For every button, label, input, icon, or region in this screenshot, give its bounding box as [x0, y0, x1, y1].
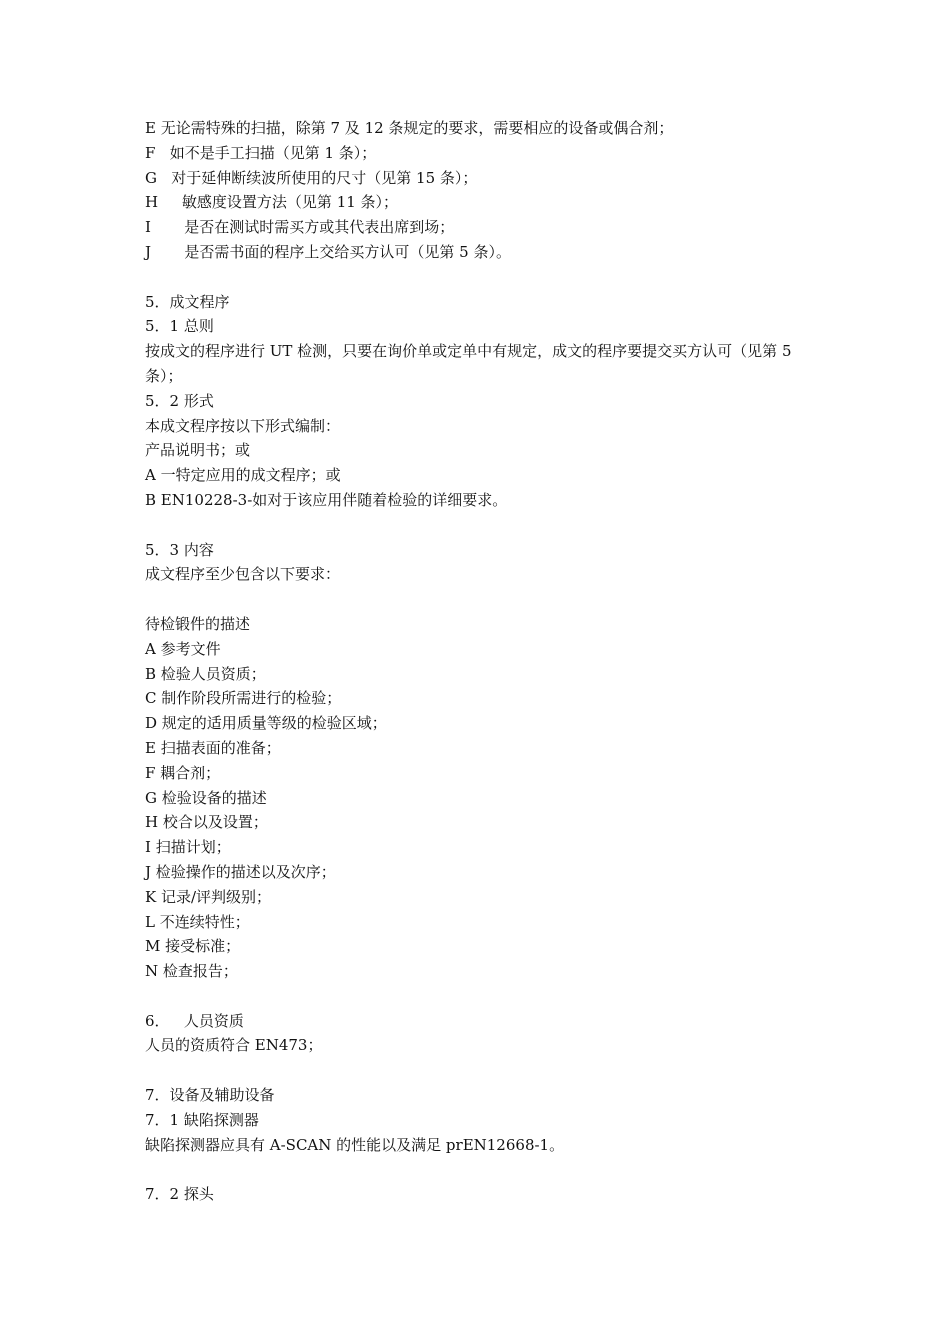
- list-item: J 是否需书面的程序上交给买方认可（见第 5 条）。: [145, 242, 511, 261]
- spacer: [145, 265, 815, 290]
- subsection-heading: 7．1 缺陷探测器: [145, 1110, 259, 1129]
- list-item: F 耦合剂；: [145, 763, 221, 782]
- list-item: M 接受标准；: [145, 937, 241, 956]
- spacer: [145, 1157, 815, 1182]
- section-heading: 6． 人员资质: [145, 1011, 244, 1030]
- list-item: N 检查报告；: [145, 962, 238, 981]
- section-heading: 5．成文程序: [145, 292, 230, 311]
- list-item: H 敏感度设置方法（见第 11 条）；: [145, 193, 399, 212]
- text-line: 本成文程序按以下形式编制：: [145, 416, 341, 435]
- spacer: [145, 587, 815, 612]
- spacer: [145, 984, 815, 1009]
- list-item: H 校合以及设置；: [145, 813, 268, 832]
- list-item: F 如不是手工扫描（见第 1 条）；: [145, 143, 377, 162]
- list-item: B 检验人员资质；: [145, 664, 266, 683]
- list-item: L 不连续特性；: [145, 912, 250, 931]
- list-item: K 记录/评判级别；: [145, 887, 272, 906]
- list-item: C 制作阶段所需进行的检验；: [145, 689, 342, 708]
- list-item: E 扫描表面的准备；: [145, 738, 281, 757]
- text-line: 缺陷探测器应具有 A-SCAN 的性能以及满足 prEN12668-1。: [145, 1135, 565, 1154]
- list-item: I 是否在测试时需买方或其代表出席到场；: [145, 218, 455, 237]
- list-item: G 对于延伸断续波所使用的尺寸（见第 15 条）；: [145, 168, 478, 187]
- text-line: 成文程序至少包含以下要求：: [145, 565, 341, 584]
- text-line: 产品说明书；或: [145, 441, 251, 460]
- text-line: 人员的资质符合 EN473；: [145, 1036, 323, 1055]
- section-5: [145, 290, 815, 984]
- list-item: J 检验操作的描述以及次序；: [145, 862, 336, 881]
- subsection-heading: 5．1 总则: [145, 317, 214, 336]
- text-line: A 一特定应用的成文程序；或: [145, 466, 341, 485]
- list-item: G 检验设备的描述: [145, 788, 267, 807]
- text-line: B EN10228-3-如对于该应用伴随着检验的详细要求。: [145, 490, 508, 509]
- section-6: [145, 1009, 815, 1059]
- document-body: [145, 116, 815, 1207]
- spacer: [145, 513, 815, 538]
- subsection-heading: 5．3 内容: [145, 540, 214, 559]
- section-heading: 7．设备及辅助设备: [145, 1086, 275, 1105]
- list-item: A 参考文件: [145, 639, 221, 658]
- paragraph: 按成文的程序进行 UT 检测，只要在询价单或定单中有规定，成文的程序要提交买方认可（见第 5 条）；: [145, 342, 792, 385]
- section-7: [145, 1083, 815, 1207]
- subsection-heading: 7．2 探头: [145, 1185, 214, 1204]
- list-title: 待检锻件的描述: [145, 614, 251, 633]
- subsection-heading: 5．2 形式: [145, 391, 214, 410]
- content-list: [145, 637, 815, 984]
- spacer: [145, 1058, 815, 1083]
- list-item: E 无论需特殊的扫描，除第 7 及 12 条规定的要求，需要相应的设备或偶合剂；: [145, 119, 674, 137]
- requirements-list: [145, 116, 815, 265]
- list-item: I 扫描计划；: [145, 838, 231, 857]
- list-item: D 规定的适用质量等级的检验区域；: [145, 714, 387, 733]
